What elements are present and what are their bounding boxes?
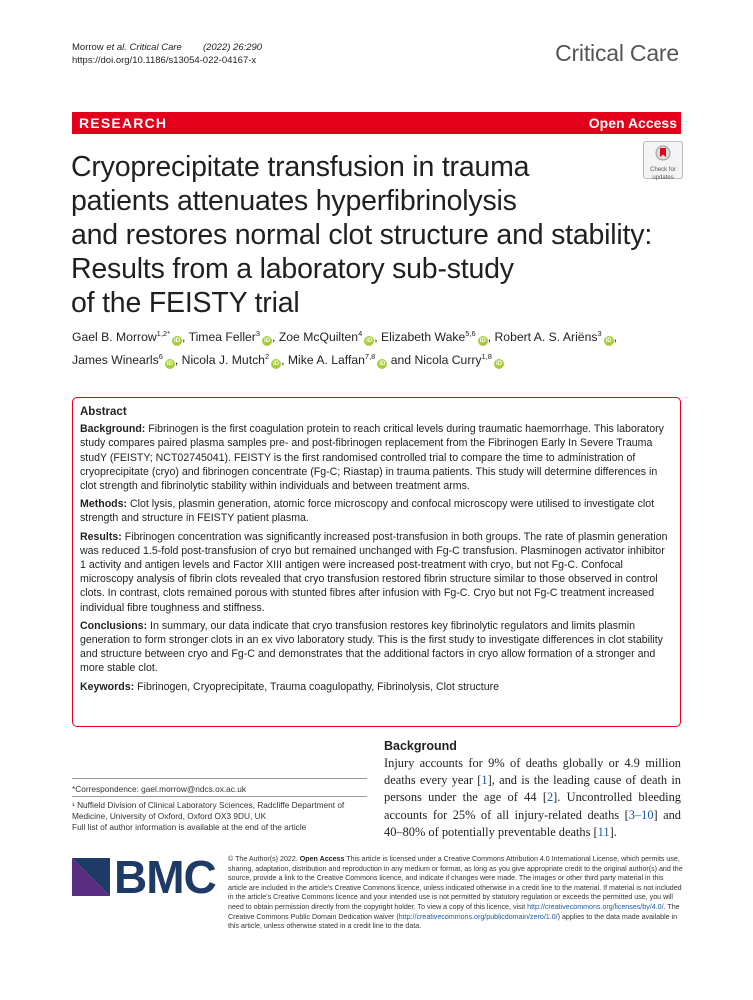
orcid-icon[interactable]: iD [379, 361, 386, 368]
author-affiliation: 1,8 [481, 352, 492, 362]
author-name: Gael B. Morrow [72, 330, 157, 345]
section-label: RESEARCH [79, 115, 168, 131]
author-affiliation: 1,2* [156, 329, 171, 338]
orcid-icon[interactable]: iD [264, 338, 271, 345]
orcid-icon[interactable]: iD [366, 338, 373, 345]
orcid-icon[interactable]: iD [174, 338, 181, 345]
badge-label-line2: updates [652, 174, 674, 181]
author-name: Nicola Curry [414, 353, 482, 368]
citation-block [72, 41, 262, 67]
author-separator: , [174, 353, 179, 368]
author[interactable] [288, 353, 411, 367]
citation-line [72, 41, 262, 54]
orcid-icon[interactable]: iD [605, 338, 612, 345]
author-affiliation: 6 [158, 352, 163, 362]
footnote-divider [72, 796, 367, 797]
author-affiliation: 7,8 [364, 352, 376, 362]
abstract-label: Keywords: [80, 680, 135, 693]
author[interactable] [182, 353, 285, 367]
author-name: James Winearls [72, 353, 159, 368]
open-access-label: Open Access [588, 115, 677, 131]
author[interactable] [414, 353, 503, 367]
abstract-keywords [80, 680, 673, 694]
license-text: This article is licensed under a Creative Commons Attribution 4.0 International License, which permits use, sharing, adaptation, distribution and reproduction in any medium or format, as long as you give appropriate credit to the original author(s) and the source, provide a link to the Creative Commons licence, and indicate if changes were made. The images or other third party material in this article are included in the article's Creative Commons licence, unless indicated otherwise in a credit line to the material. If material is not included in the article's Creative Commons licence and your intended use is not permitted by statutory regulation or exceeds the permitted use, you will need to obtain permission directly from the copyright holder. To view a copy of this licence, visit [228, 855, 683, 911]
citation-journal: et al. Critical Care [106, 42, 182, 53]
orcid-icon[interactable]: iD [495, 361, 502, 368]
abstract-text: Clot lysis, plasmin generation, atomic force microscopy and confocal microscopy were utilised to investigate clot strength and structure in FEISTY patient plasma. [80, 498, 655, 525]
abstract-label: Conclusions: [80, 619, 148, 632]
body-text: ]. Uncontrolled bleeding accounts for 25% of all injury-related deaths [ [384, 790, 681, 822]
license-link[interactable]: http://creativecommons.org/publicdomain/zero/1.0/ [398, 912, 558, 921]
citation-year: (2022) 26:290 [202, 42, 263, 53]
author-name: Robert A. S. Ariëns [494, 330, 598, 345]
correspondence-note: *Correspondence: gael.morrow@ndcs.ox.ac.uk [72, 784, 246, 794]
body-paragraph [384, 755, 681, 841]
author-affiliation: 3 [255, 329, 261, 338]
reference-link[interactable]: 2 [546, 790, 554, 805]
affiliation-note [72, 800, 362, 833]
author-affiliation: 4 [358, 329, 363, 338]
author[interactable] [494, 330, 617, 344]
license-copyright: © The Author(s) 2022. [228, 855, 300, 863]
author[interactable] [189, 330, 276, 344]
title-line: patients attenuates hyperfibrinolysis [71, 185, 517, 217]
bmc-logo [72, 852, 232, 912]
title-line: and restores normal clot structure and stability: [71, 219, 653, 251]
body-text: ] and 40–80% of potentially preventable deaths [ [384, 807, 682, 839]
author-separator: , [487, 330, 492, 345]
author[interactable] [72, 330, 185, 344]
citation-authors: Morrow [72, 42, 107, 53]
orcid-icon[interactable]: iD [166, 361, 173, 368]
abstract-text: Fibrinogen, Cryoprecipitate, Trauma coagulopathy, Fibrinolysis, Clot structure [134, 680, 500, 693]
abstract-heading: Abstract [80, 406, 127, 418]
license-notice [228, 855, 683, 932]
author[interactable] [381, 330, 491, 344]
author-affiliation: 2 [264, 352, 270, 362]
author-separator: , [374, 330, 378, 345]
author-name: Elizabeth Wake [381, 330, 466, 345]
section-banner [72, 112, 681, 134]
abstract-box [72, 397, 681, 727]
footnote-divider [72, 778, 367, 779]
abstract-label: Methods: [80, 498, 128, 511]
body-text: ]. [609, 824, 617, 839]
title-line: of the FEISTY trial [71, 287, 300, 319]
article-title [71, 150, 686, 320]
abstract-conclusions [80, 619, 673, 676]
badge-label-line1: Check for [650, 167, 676, 173]
author-separator: and [387, 353, 412, 368]
author-name: Zoe McQuilten [278, 330, 359, 345]
journal-name: Critical Care [555, 40, 679, 66]
body-text: ], and is the leading cause of death in persons under the age of 44 [ [384, 773, 681, 805]
author-separator: , [281, 353, 285, 368]
author-separator: , [272, 330, 276, 345]
abstract-methods [80, 497, 673, 525]
abstract-text: In summary, our data indicate that cryo transfusion restores key fibrinolytic regulators and limits plasmin generation to form stronger clots in an ex vivo laboratory study. This is the first study to investigate differences in clot stability and structure between cryo and Fg-C and demonstrates that the additional factors in cryo allow formation of a stronger and more stable clot. [80, 619, 663, 675]
reference-link[interactable]: 1 [481, 773, 488, 788]
body-text: Injury accounts for 9% of deaths globally or 4.9 million deaths every year [ [384, 756, 681, 788]
abstract-results [80, 530, 673, 615]
abstract-label: Background: [80, 423, 146, 436]
license-text: . The Creative Commons Public Domain Dedication waiver ( [228, 902, 680, 921]
title-line: Cryoprecipitate transfusion in trauma [71, 151, 530, 183]
orcid-icon[interactable]: iD [479, 338, 486, 345]
license-text: ) applies to the data made available in this article, unless otherwise stated in a credit line to the data. [228, 912, 678, 931]
abstract-background [80, 422, 673, 493]
author-separator: , [613, 330, 618, 345]
affiliation-text: ¹ Nuffield Division of Clinical Laboratory Sciences, Radcliffe Department of Medicine, University of Oxford, Oxford OX3 9DU, UK [72, 800, 345, 821]
reference-link[interactable]: 11 [597, 824, 610, 839]
author-name: Mike A. Laffan [287, 353, 365, 368]
reference-link[interactable]: 3–10 [628, 807, 654, 822]
abstract-text: Fibrinogen concentration was significantly increased post-transfusion in both groups. The rate of plasmin generation was reduced 1.5-fold post-transfusion of cryo but remained unchanged with Fg-C transfusion. Plasminogen activator inhibitor 1 activity and antigen levels and Factor XIII antigen were increased post-treatment with cryo, but not Fg-C. Confocal microscopy analysis of fibrin clots revealed that cryo transfusion restored fibrin structure similar to those observed in control clots. In contrast, clots remained porous with stunted fibres after infusion with Fg-C. Cryo but not Fg-C treatment increased individual fibre toughness and stiffness. [80, 530, 668, 614]
author[interactable] [72, 353, 178, 367]
author-list [72, 324, 687, 370]
abstract-text: Fibrinogen is the first coagulation protein to reach critical levels during traumatic haemorrhage. This laboratory study compares paired plasma samples pre- and post-fibrinogen replacement from the Fibrinogen Early In Severe Trauma studY (FEISTY; NCT02745041). FEISTY is the first randomised controlled trial to compare the time to administration of cryoprecipitate (cryo) and fibrinogen concentrate (Fg-C; Riastap) in trauma patients. This study will determine differences in clot strength and fibrinolytic stability within individuals and between treatment arms. [80, 423, 664, 493]
author-name: Nicola J. Mutch [181, 353, 265, 368]
author-affiliation: 3 [597, 329, 602, 338]
doi-link[interactable]: https://doi.org/10.1186/s13054-022-04167-x [72, 55, 257, 66]
author[interactable] [279, 330, 378, 344]
author-affiliation: 5,6 [465, 329, 476, 338]
author-info-note: Full list of author information is available at the end of the article [72, 822, 307, 832]
title-line: Results from a laboratory sub-study [71, 253, 514, 285]
abstract-label: Results: [80, 530, 122, 543]
author-name: Timea Feller [188, 330, 256, 345]
author-separator: , [182, 330, 186, 345]
license-link[interactable]: http://creativecommons.org/licenses/by/4.0/ [527, 902, 664, 911]
section-heading-background: Background [384, 739, 457, 753]
bmc-logo-text: BMC [114, 851, 216, 903]
bmc-logo-mark-icon [72, 858, 110, 896]
license-open-access: Open Access [299, 855, 345, 863]
orcid-icon[interactable]: iD [273, 361, 280, 368]
